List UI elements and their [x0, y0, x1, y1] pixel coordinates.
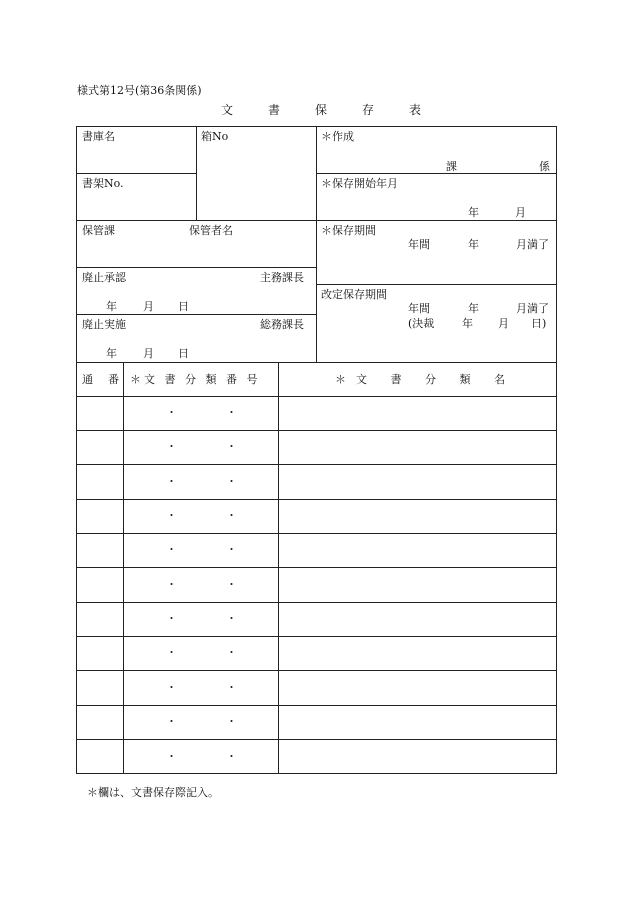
created-label: ＊作成 — [321, 130, 354, 143]
title-char: 表 — [409, 103, 422, 117]
code-separator: ・ — [166, 543, 177, 556]
storage-name-label: 書庫名 — [82, 130, 115, 143]
code-separator: ・ — [226, 578, 237, 591]
revised-period-label: 改定保存期間 — [321, 288, 387, 301]
code-separator: ・ — [226, 681, 237, 694]
custody-dept-label: 保管課 — [82, 224, 115, 237]
code-separator: ・ — [226, 646, 237, 659]
code-separator: ・ — [226, 475, 237, 488]
exec-day: 日 — [178, 347, 189, 360]
code-separator: ・ — [166, 612, 177, 625]
subsection-label: 係 — [539, 160, 550, 173]
exec-year: 年 — [106, 347, 117, 360]
title-char: 文 — [221, 103, 234, 117]
decision-day: 日) — [531, 317, 547, 330]
retention-start-year: 年 — [468, 206, 479, 219]
code-separator: ・ — [226, 509, 237, 522]
title-char: 存 — [362, 103, 375, 117]
retention-period-years: 年間 — [408, 238, 430, 251]
code-separator: ・ — [166, 646, 177, 659]
approval-day: 日 — [178, 300, 189, 313]
code-separator: ・ — [166, 440, 177, 453]
code-separator: ・ — [166, 750, 177, 763]
col-name-header: ＊文 書 分 類 名 — [335, 373, 515, 386]
code-separator: ・ — [226, 715, 237, 728]
form-number: 様式第12号(第36条関係) — [77, 84, 202, 97]
decision-label: (決裁 — [408, 317, 435, 330]
revised-period-month-expiry: 月満了 — [516, 302, 549, 315]
decision-year: 年 — [462, 317, 473, 330]
code-separator: ・ — [166, 681, 177, 694]
box-no-label: 箱No — [201, 130, 229, 143]
revised-period-years: 年間 — [408, 302, 430, 315]
code-separator: ・ — [166, 578, 177, 591]
code-separator: ・ — [226, 440, 237, 453]
decision-month: 月 — [498, 317, 509, 330]
code-separator: ・ — [226, 750, 237, 763]
retention-start-month: 月 — [515, 206, 526, 219]
general-affairs-label: 総務課長 — [260, 318, 304, 331]
code-separator: ・ — [166, 406, 177, 419]
code-separator: ・ — [166, 715, 177, 728]
col-code-header: ＊文 書 分 類 番 号 — [130, 373, 261, 386]
retention-period-label: ＊保存期間 — [321, 224, 376, 237]
retention-start-label: ＊保存開始年月 — [321, 177, 398, 190]
title-char: 書 — [268, 103, 281, 117]
disposal-exec-label: 廃止実施 — [82, 318, 126, 331]
footnote: ＊欄は、文書保存際記入。 — [87, 786, 219, 799]
code-separator: ・ — [166, 509, 177, 522]
code-separator: ・ — [166, 475, 177, 488]
retention-period-month-expiry: 月満了 — [516, 238, 549, 251]
custodian-label: 保管者名 — [189, 224, 233, 237]
title-char: 保 — [315, 103, 328, 117]
revised-period-year: 年 — [468, 302, 479, 315]
chief-label: 主務課長 — [260, 271, 304, 284]
approval-month: 月 — [143, 300, 154, 313]
col-serial-header: 通 番 — [82, 373, 121, 386]
section-label: 課 — [446, 160, 457, 173]
code-separator: ・ — [226, 406, 237, 419]
retention-period-year: 年 — [468, 238, 479, 251]
approval-year: 年 — [106, 300, 117, 313]
shelf-no-label: 書架No. — [82, 177, 124, 190]
exec-month: 月 — [143, 347, 154, 360]
code-separator: ・ — [226, 543, 237, 556]
disposal-approval-label: 廃止承認 — [82, 271, 126, 284]
page-title — [0, 104, 630, 118]
code-separator: ・ — [226, 612, 237, 625]
